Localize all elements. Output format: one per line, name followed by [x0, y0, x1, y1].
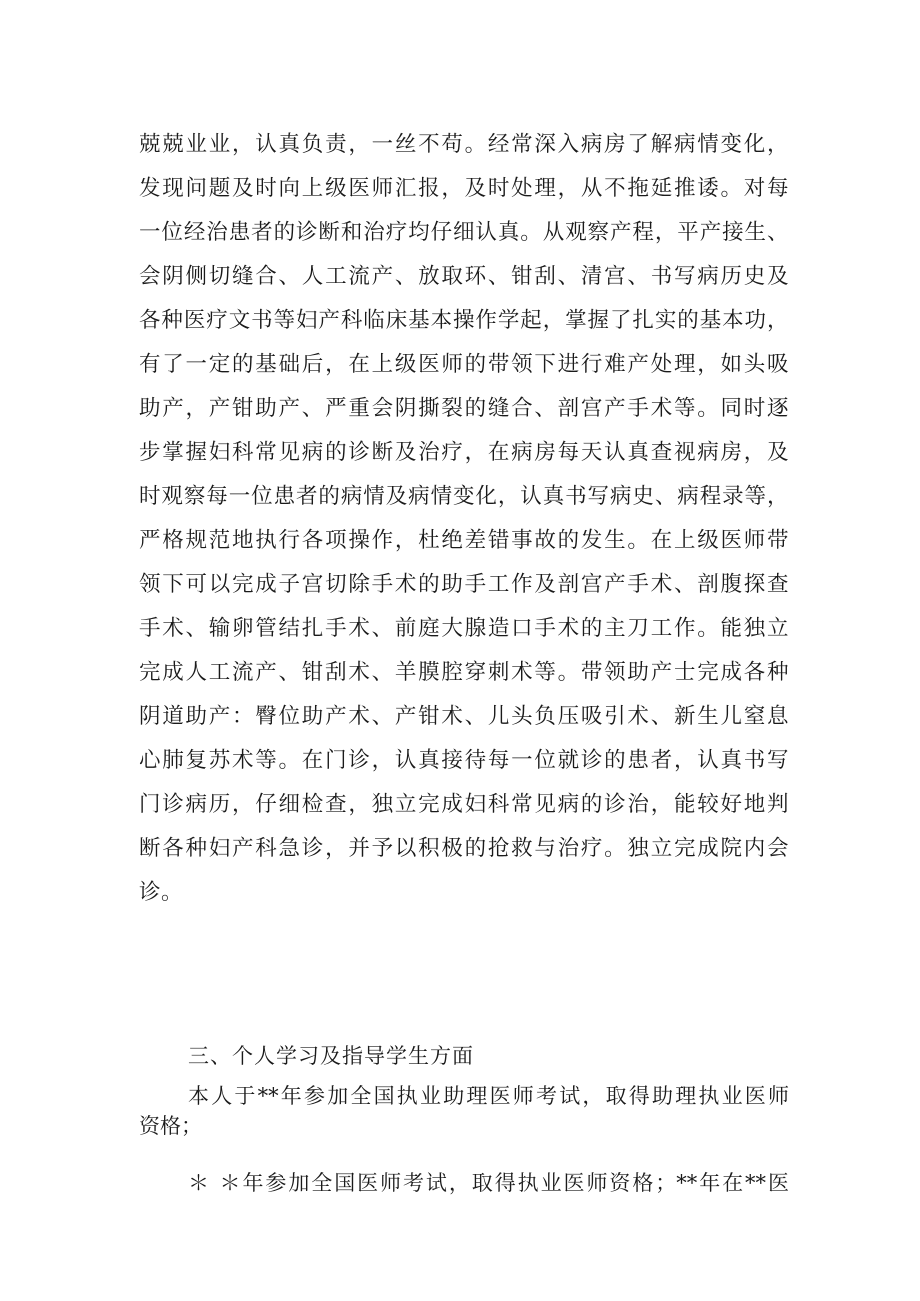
paragraph-line: 发现问题及时向上级医师汇报，及时处理，从不拖延推诿。对每 — [139, 176, 789, 201]
paragraph-line: 资格； — [139, 1114, 202, 1138]
paragraph-line: 断各种妇产科急诊，并予以积极的抢救与治疗。独立完成院内会 — [139, 836, 789, 861]
paragraph-line: 时观察每一位患者的病情及病情变化，认真书写病史、病程录等， — [139, 484, 789, 509]
paragraph-line: 各种医疗文书等妇产科临床基本操作学起，掌握了扎实的基本功， — [139, 308, 789, 333]
paragraph-line: 有了一定的基础后，在上级医师的带领下进行难产处理，如头吸 — [139, 352, 789, 377]
section-heading: 三、个人学习及指导学生方面 — [188, 1044, 474, 1068]
paragraph-line: 严格规范地执行各项操作，杜绝差错事故的发生。在上级医师带 — [139, 528, 789, 553]
paragraph-line: 领下可以完成子宫切除手术的助手工作及剖宫产手术、剖腹探查 — [139, 572, 789, 597]
paragraph-line: 诊。 — [139, 880, 184, 905]
paragraph-study — [139, 1081, 789, 1141]
paragraph-line: 步掌握妇科常见病的诊断及治疗，在病房每天认真查视病房，及 — [139, 440, 789, 465]
paragraph-line: 门诊病历，仔细检查，独立完成妇科常见病的诊治，能较好地判 — [139, 792, 789, 817]
paragraph-line: 会阴侧切缝合、人工流产、放取环、钳刮、清宫、书写病历史及 — [139, 264, 789, 289]
paragraph-line: 一位经治患者的诊断和治疗均仔细认真。从观察产程，平产接生、 — [139, 220, 789, 245]
paragraph-exam: ＊ ＊年参加全国医师考试，取得执业医师资格；**年在**医 — [188, 1171, 789, 1195]
paragraph-line: 完成人工流产、钳刮术、羊膜腔穿刺术等。带领助产士完成各种 — [139, 660, 789, 685]
paragraph-line: 助产，产钳助产、严重会阴撕裂的缝合、剖宫产手术等。同时逐 — [139, 396, 789, 421]
paragraph-work-duties — [139, 123, 789, 915]
paragraph-line: 阴道助产：臀位助产术、产钳术、儿头负压吸引术、新生儿窒息 — [139, 704, 789, 729]
paragraph-line: 兢兢业业，认真负责，一丝不苟。经常深入病房了解病情变化， — [139, 132, 789, 157]
paragraph-line: 心肺复苏术等。在门诊，认真接待每一位就诊的患者，认真书写 — [139, 748, 789, 773]
paragraph-line: 本人于**年参加全国执业助理医师考试，取得助理执业医师 — [188, 1084, 789, 1108]
paragraph-line: 手术、输卵管结扎手术、前庭大腺造口手术的主刀工作。能独立 — [139, 616, 789, 641]
